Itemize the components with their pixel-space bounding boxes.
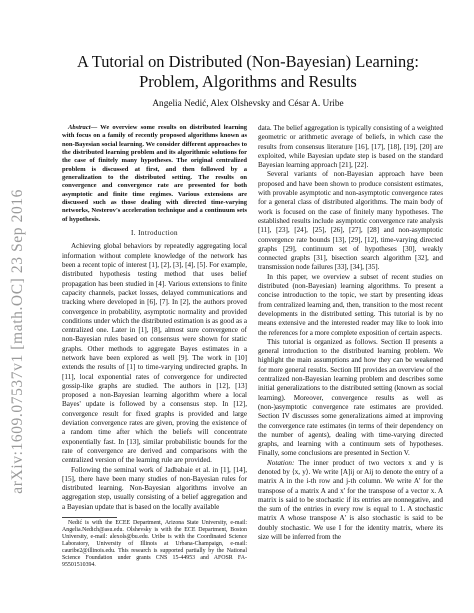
right-column <box>258 124 443 542</box>
intro-paragraph-2: Following the seminal work of Jadbabaie et al. in [1], [14], [15], there have been many studies of non-Bayesian rules for distributed learning. Non-Bayesian algorithms involve an aggregation step, usually consisting of a belief aggregation and a Bayesian update that is based on the locally available <box>62 465 247 511</box>
paper-authors: Angelia Nedić, Alex Olshevsky and César A. Uribe <box>152 99 344 109</box>
paper-title: A Tutorial on Distributed (Non-Bayesian) Learning: Problem, Algorithms and Results <box>77 52 419 91</box>
intro-paragraph-3: data. The belief aggregation is typically consisting of a weighted geometric or arithmetic average of beliefs, in which case the results from consensus literature [16], [17], [18], [19], [20] are exploited, while Bayesian update step is based on the standard Bayesian learning approach [21], [22]. <box>258 124 443 170</box>
section-heading-introduction: I. Introduction <box>131 229 178 238</box>
abstract-text: — We overview some results on distributed learning with focus on a family of recently proposed algorithms known as non-Bayesian social learning. We consider different approaches to the distributed learning problem and its algorithmic solutions for the case of finitely many hypotheses. The original centralized problem is discussed at first, and then followed by a generalization to the distributed setting. The results on convergence and convergence rate are presented for both asymptotic and finite time regimes. Various extensions are discussed such as those dealing with directed time-varying networks, Nesterov's acceleration technique and a continuum sets of hypothesis. <box>62 124 247 223</box>
author-footnote: Nedić is with the ECEE Department, Arizona State University, e-mail: Angelia.Nedich@asu.edu. Olshevsky is with the ECE Department, Boston University, e-mail: alexols@bu.edu. Uribe is with the Coordinated Science Laboratory, University of Illinois at Urbana-Champaign, e-mail: cauribe2@illinois.edu. This research is supported partially by the National Science Foundation under grants CNS 15-44953 and AFOSR FA-95501510394. <box>62 520 247 569</box>
intro-paragraph-6: This tutorial is organized as follows. Section II presents a general introduction to the distributed learning problem. We highlight the main assumptions and how they can be weakened for more general results. Section III provides an overview of the centralized non-Bayesian learning problem and describes some initial generalizations to the distributed setting (known as social learning). Moreover, convergence results as well as (non-)asymptotic convergence rate estimates are provided. Section IV discusses some generalizations aimed at improving the convergence rate estimates (in terms of their dependency on the number of agents), dealing with time-varying directed graphs, and learning with a continuum sets of hypotheses. Finally, some conclusions are presented in Section V. <box>258 337 443 458</box>
left-column <box>62 124 247 569</box>
arxiv-identifier-stamp <box>5 118 31 564</box>
intro-paragraph-5: In this paper, we overview a subset of recent studies on distributed (non-Bayesian) learning algorithms. To present a concise introduction to the topic, we start by presenting ideas from centralized learning and, then, transition to the most recent developments in the distributed setting. This tutorial is by no means extensive and the interested reader may like to look into the references for a more complete exposition of certain aspects. <box>258 272 443 337</box>
notation-label: Notation: <box>267 458 295 467</box>
intro-paragraph-1: Achieving global behaviors by repeatedly aggregating local information without complete knowledge of the network has been a recent topic of interest [1], [2], [3], [4], [5]. For example, distributed hypothesis testing method that uses belief propagation has been studied in [4]. Various extensions to finite capacity channels, packet losses, delayed communications and tracking where developed in [6], [7]. In [2], the authors proved convergence in probability, asymptotic normality and provided conditions under which the distributed estimation is as good as a centralized one. Later in [1], [8], almost sure convergence of non-Bayesian rules based on consensus were shown for static graphs. Other methods to aggregate Bayes estimates in a network have been explored as well [9]. The work in [10] extends the results of [1] to time-varying undirected graphs. In [11], local exponential rates of convergence for undirected gossip-like graphs are studied. The authors in [12], [13] proposed a non-Bayesian learning algorithm where a local Bayes' update is followed by a consensus step. In [12], convergence result for fixed graphs is provided and large deviation convergence rates are given, proving the existence of a random time after which the beliefs will concentrate exponentially fast. In [13], similar probabilistic bounds for the rate of convergence are derived and comparisons with the centralized version of the learning rule are provided. <box>62 242 247 465</box>
intro-paragraph-4: Several variants of non-Bayesian approach have been proposed and have been shown to produce consistent estimates, with provable asymptotic and non-asymptotic convergence rates for a general class of distributed algorithms. The main body of work is focused on the case of finitely many hypotheses. The established results include asymptotic convergence rate analysis [11], [23], [24], [25], [26], [27], [28] and non-asymptotic convergence rate bounds [13], [29], [12], time-varying directed graphs [29], continuum set of hypotheses [30], weakly connected graphs [31], bisection search algorithm [32], and transmission node failures [33], [34], [35]. <box>258 170 443 272</box>
arxiv-stamp-text: arXiv:1609.07537v1 [math.OC] 23 Sep 2016 <box>9 188 26 494</box>
abstract-label: Abstract <box>68 124 91 131</box>
abstract <box>62 124 247 224</box>
footnote-divider <box>62 517 117 518</box>
notation-paragraph <box>258 459 443 543</box>
notation-text: The inner product of two vectors x and y is denoted by ⟨x, y⟩. We write [A]ij or Aij to denote the entry of a matrix A in the i-th row and j-th column. We write A' for the transpose of a matrix A and x' for the transpose of a vector x. A matrix is said to be stochastic if its entries are nonnegative, and the sum of the entries in every row is equal to 1. A stochastic matrix A whose transpose A' is also stochastic is said to be doubly stochastic. We use I for the identity matrix, where its size will be inferred from the <box>258 458 443 542</box>
